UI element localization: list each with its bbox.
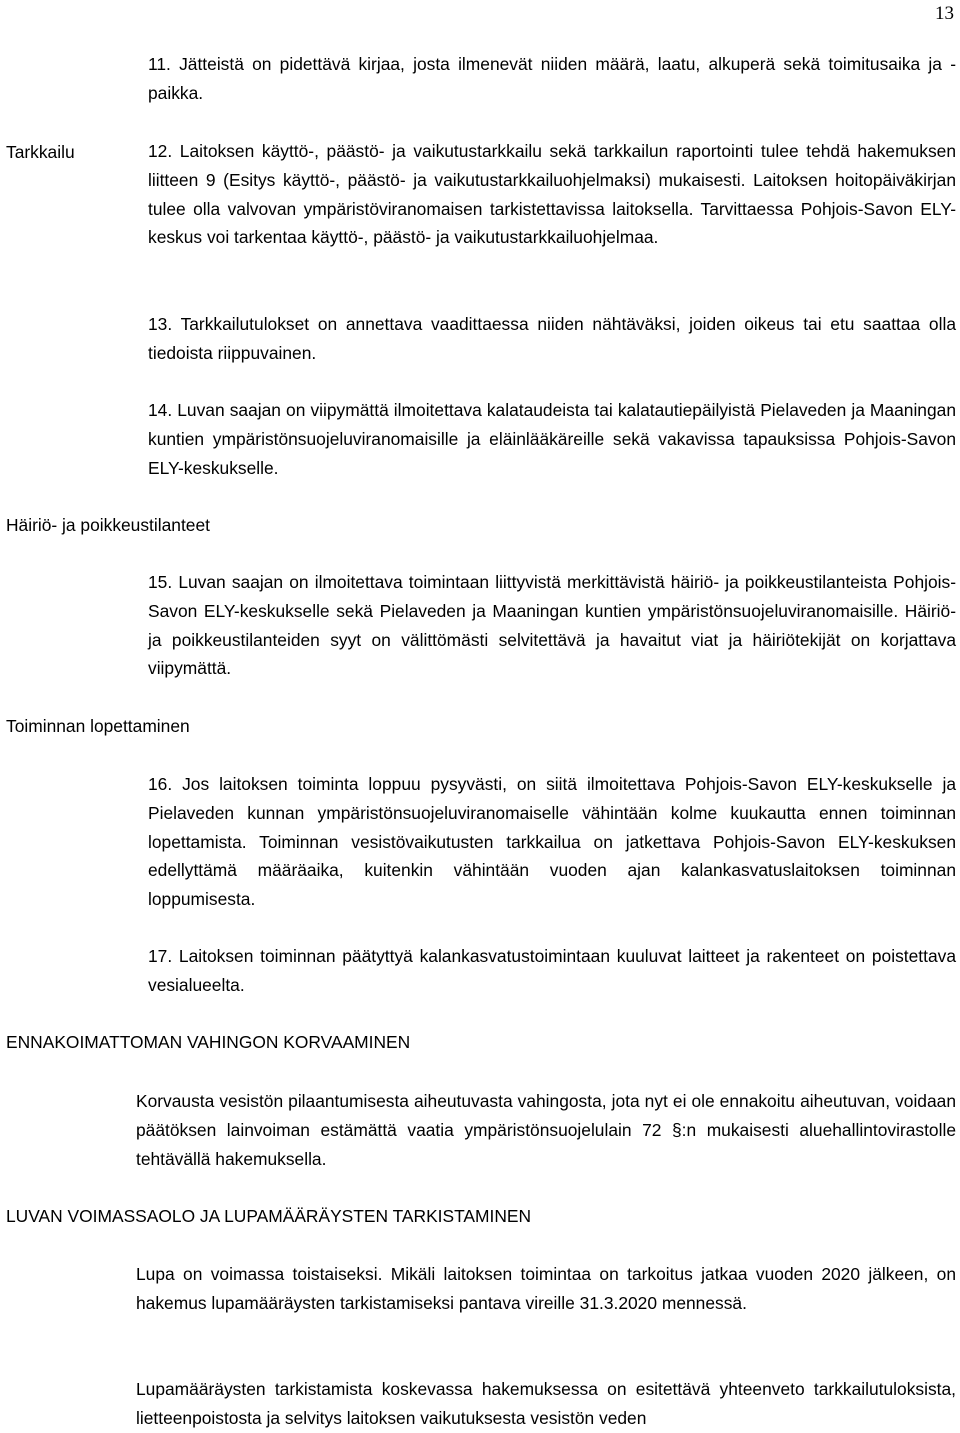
section-heading-voimassaolo: LUVAN VOIMASSAOLO JA LUPAMÄÄRÄYSTEN TARKISTAMINEN	[6, 1206, 532, 1226]
paragraph-item-17: 17. Laitoksen toiminnan päätyttyä kalankasvatustoimintaan kuuluvat laitteet ja rakenteet on poistettava vesialueelta.	[148, 946, 956, 995]
side-label-tarkkailu: Tarkkailu	[6, 142, 75, 162]
paragraph-item-11: 11. Jätteistä on pidettävä kirjaa, josta ilmenevät niiden määrä, laatu, alkuperä sekä toimitusaika ja -paikka.	[148, 54, 956, 103]
paragraph-item-12: 12. Laitoksen käyttö-, päästö- ja vaikutustarkkailu sekä tarkkailun raportointi tulee tehdä hakemuksen liitteen 9 (Esitys käyttö-, päästö- ja vaikutustarkkailuohjelmaksi) mukaisesti. Laitoksen hoitopäiväkirjan tulee olla valvovan ympäristöviranomaisen tarkistettavissa laitoksella. Tarvittaessa Pohjois-Savon ELY-keskus voi tarkentaa käyttö-, päästö- ja vaikutustarkkailuohjelmaa.	[148, 141, 956, 248]
section-heading-korvaaminen: ENNAKOIMATTOMAN VAHINGON KORVAAMINEN	[6, 1032, 411, 1052]
paragraph-item-14: 14. Luvan saajan on viipymättä ilmoitettava kalataudeista tai kalatautiepäilyistä Pielaveden ja Maaningan kuntien ympäristönsuojeluviranomaisille ja eläinlääkäreille sekä vakavissa tapauksissa Pohjois-Savon ELY-keskukselle.	[148, 400, 956, 478]
paragraph-item-15: 15. Luvan saajan on ilmoitettava toimintaan liittyvistä merkittävistä häiriö- ja poikkeustilanteista Pohjois-Savon ELY-keskukselle sekä Pielaveden ja Maaningan kuntien ympäristönsuojeluviranomaisille. Häiriö- ja poikkeustilanteiden syyt on välittömästi selvitettävä ja havaitut viat ja häiriötekijät on korjattava viipymättä.	[148, 572, 956, 679]
side-label-lopettaminen: Toiminnan lopettaminen	[6, 716, 190, 736]
paragraph-korvaaminen: Korvausta vesistön pilaantumisesta aiheutuvasta vahingosta, jota nyt ei ole ennakoitu aiheutuvan, voidaan päätöksen lainvoiman estämättä vaatia ympäristönsuojelulain 72 §:n mukaisesti aluehallintovirastolle tehtävällä hakemuksella.	[136, 1091, 956, 1169]
side-label-hairio: Häiriö- ja poikkeustilanteet	[6, 515, 210, 535]
paragraph-voimassaolo-1: Lupa on voimassa toistaiseksi. Mikäli laitoksen toimintaa on tarkoitus jatkaa vuoden 2020 jälkeen, on hakemus lupamääräysten tarkistamiseksi pantava vireille 31.3.2020 mennessä.	[136, 1264, 956, 1313]
paragraph-item-13: 13. Tarkkailutulokset on annettava vaadittaessa niiden nähtäväksi, joiden oikeus tai etu saattaa olla tiedoista riippuvainen.	[148, 314, 956, 363]
paragraph-voimassaolo-2: Lupamääräysten tarkistamista koskevassa hakemuksessa on esitettävä yhteenveto tarkkailutuloksista, lietteenpoistosta ja selvitys laitoksen vaikutuksesta vesistön veden	[136, 1379, 956, 1428]
page-number: 13	[935, 3, 954, 24]
paragraph-item-16: 16. Jos laitoksen toiminta loppuu pysyvästi, on siitä ilmoitettava Pohjois-Savon ELY-keskukselle ja Pielaveden kunnan ympäristönsuojeluviranomaiselle vähintään kolme kuukautta ennen toiminnan lopettamista. Toiminnan vesistövaikutusten tarkkailua on jatkettava Pohjois-Savon ELY-keskuksen edellyttämä määräaika, kuitenkin vähintään vuoden ajan kalankasvatuslaitoksen toiminnan loppumisesta.	[148, 774, 956, 910]
